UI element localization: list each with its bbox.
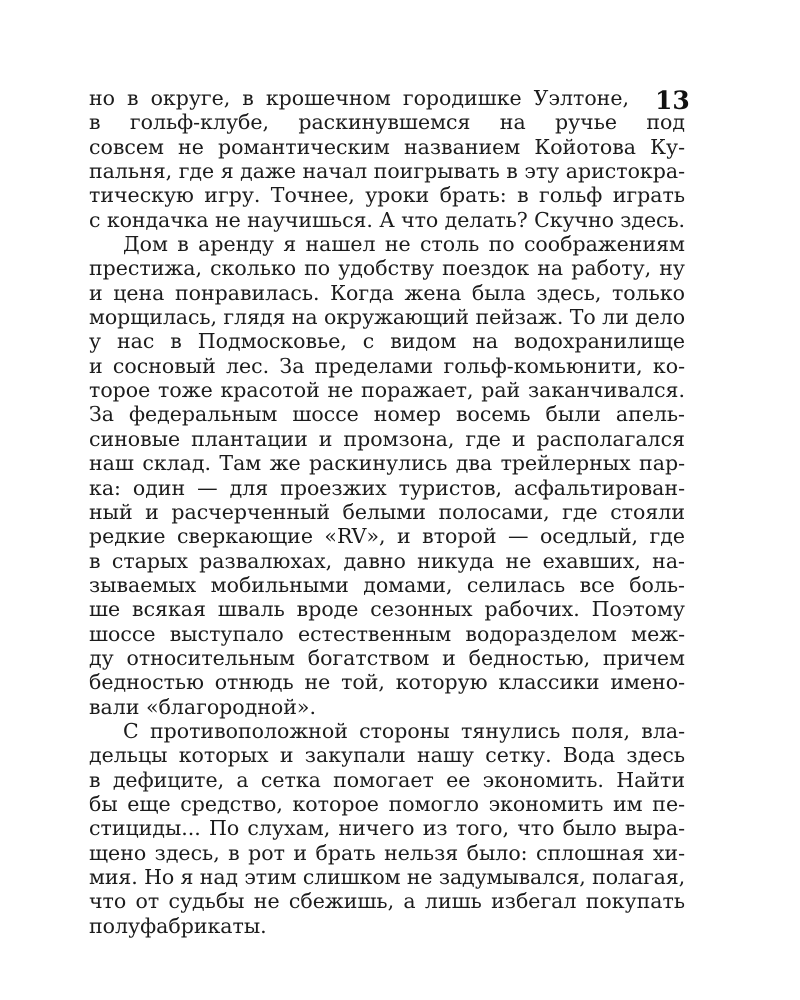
text-line: синовые плантации и промзона, где и располагался — [89, 426, 685, 451]
text-line: пальня, где я даже начал поигрывать в эту аристокра- — [89, 159, 685, 184]
text-line: щено здесь, в рот и брать нельзя было: сплошная хи- — [89, 840, 685, 865]
text-line: в гольф-клубе, раскинувшемся на ручье под — [89, 110, 685, 135]
text-line: бы еще средство, которое помогло экономить им пе- — [89, 791, 685, 816]
text-line: с кондачка не научишься. А что делать? Скучно здесь. — [89, 207, 685, 232]
text-line: мия. Но я над этим слишком не задумывался, полагая, — [89, 865, 685, 889]
text-line: ше всякая шваль вроде сезонных рабочих. Поэтому — [89, 597, 685, 622]
text-line: в дефиците, а сетка помогает ее экономить. Найти — [89, 767, 685, 792]
text-line: вали «благородной». — [89, 694, 316, 719]
text-line: бедностью отнюдь не той, которую классики имено- — [89, 670, 685, 695]
text-line: ду относительным богатством и бедностью, причем — [89, 645, 685, 670]
body-text — [89, 86, 685, 938]
text-line: полуфабрикаты. — [89, 913, 267, 938]
text-line: За федеральным шоссе номер восемь были апель- — [89, 402, 685, 427]
text-line: морщилась, глядя на окружающий пейзаж. То ли дело — [89, 305, 685, 330]
text-line: С противоположной стороны тянулись поля, вла- — [123, 718, 685, 743]
text-line: зываемых мобильными домами, селилась все боль- — [89, 572, 685, 597]
text-line: дельцы которых и закупали нашу сетку. Вода здесь — [89, 743, 685, 768]
page-number: 13 — [655, 86, 690, 115]
text-line: ный и расчерченный белыми полосами, где стояли — [89, 499, 685, 524]
text-line: что от судьбы не сбежишь, а лишь избегал покупать — [89, 889, 685, 914]
text-line: тическую игру. Точнее, уроки брать: в гольф играть — [89, 183, 685, 208]
text-line: в старых развалюхах, давно никуда не ехавших, на- — [89, 548, 685, 573]
text-line: наш склад. Там же раскинулись два трейлерных пар- — [89, 451, 685, 476]
text-line: ка: один — для проезжих туристов, асфальтирован- — [89, 475, 685, 500]
text-line: престижа, сколько по удобству поездок на работу, ну — [89, 256, 685, 281]
text-line: у нас в Подмосковье, с видом на водохранилище — [89, 329, 685, 354]
text-line: совсем не романтическим названием Койотова Ку- — [89, 134, 685, 159]
text-line: и цена понравилась. Когда жена была здесь, только — [89, 280, 685, 305]
text-line: шоссе выступало естественным водоразделом меж- — [89, 621, 685, 646]
text-line: и сосновый лес. За пределами гольф-комьюнити, ко- — [89, 353, 685, 378]
text-line: Дом в аренду я нашел не столь по соображениям — [123, 232, 685, 257]
text-line: но в округе, в крошечном городишке Уэлтоне, — [89, 86, 629, 110]
text-line: стициды... По слухам, ничего из того, что было выра- — [89, 816, 685, 841]
text-line: редкие сверкающие «RV», и второй — оседлый, где — [89, 524, 685, 549]
text-line: торое тоже красотой не поражает, рай заканчивался. — [89, 378, 685, 403]
